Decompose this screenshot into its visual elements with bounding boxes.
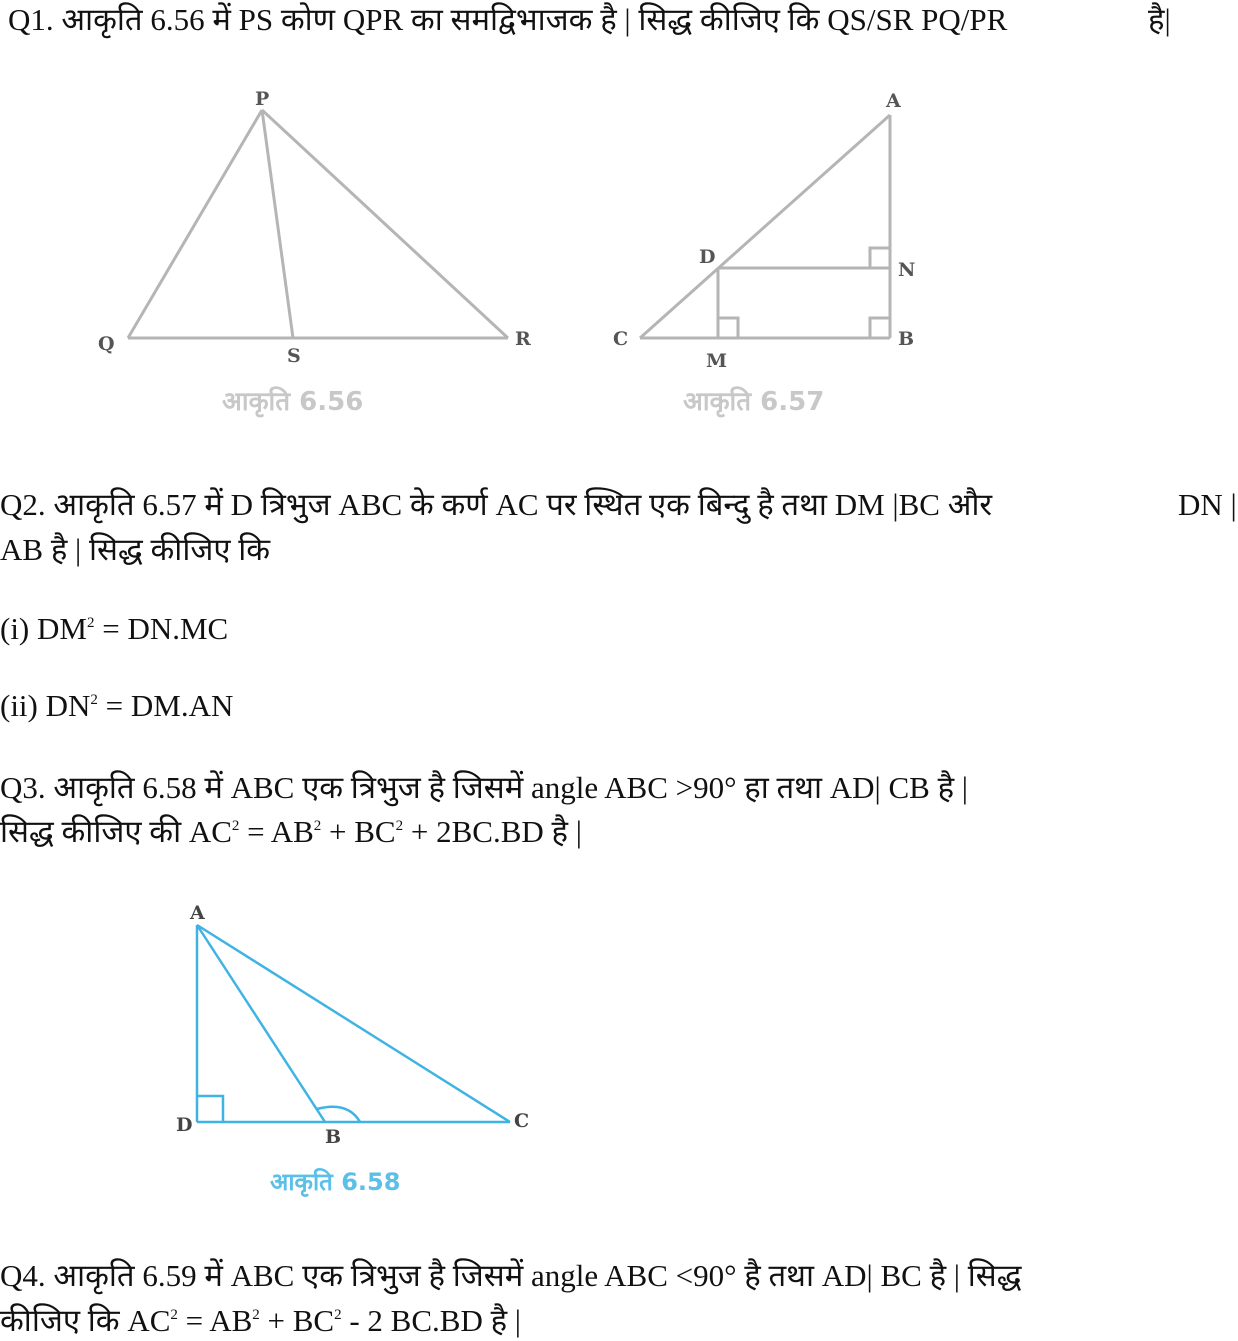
q4-sup-1: 2 bbox=[170, 1307, 178, 1323]
q3-sup-2: 2 bbox=[313, 818, 322, 834]
question-4-line-1: Q4. आकृति 6.59 में ABC एक त्रिभुज है जिसमें angle ABC <90° है तथा AD| BC है | सिद्ध bbox=[0, 1258, 1022, 1293]
question-2-part-i bbox=[0, 611, 228, 647]
label-c: C bbox=[613, 328, 629, 350]
figure-6-57-caption: आकृति 6.57 bbox=[683, 387, 825, 417]
part-ii-sup: 2 bbox=[90, 692, 98, 708]
figure-6-58 bbox=[170, 895, 550, 1205]
question-2-line-1: Q2. आकृति 6.57 में D त्रिभुज ABC के कर्ण AC पर स्थित एक बिन्दु है तथा DM |BC और bbox=[0, 487, 993, 522]
q3-line-2-d: + 2BC.BD है | bbox=[403, 814, 582, 849]
label-q: Q bbox=[98, 333, 115, 355]
right-angle-m bbox=[718, 318, 738, 338]
label-r: R bbox=[515, 328, 531, 350]
q4-sup-2: 2 bbox=[252, 1307, 260, 1323]
question-3-line-1: Q3. आकृति 6.58 में ABC एक त्रिभुज है जिसमें angle ABC >90° हा तथा AD| CB है | bbox=[0, 770, 969, 805]
right-angle-n bbox=[870, 248, 890, 268]
question-2-part-ii bbox=[0, 688, 233, 724]
hypotenuse-ac bbox=[640, 115, 890, 338]
label-a: A bbox=[190, 902, 205, 924]
part-ii-suffix: = DM.AN bbox=[97, 688, 234, 723]
label-s: S bbox=[287, 345, 301, 367]
figure-6-58-caption: आकृति 6.58 bbox=[270, 1168, 401, 1196]
part-i-sup: 2 bbox=[86, 615, 95, 631]
question-2-line-2: AB है | सिद्ध कीजिए कि bbox=[0, 532, 271, 567]
segment-pq bbox=[128, 110, 262, 338]
question-2-line-1-tail: DN | bbox=[1178, 487, 1237, 522]
label-c: C bbox=[514, 1110, 530, 1132]
q3-line-2-a: सिद्ध कीजिए की AC bbox=[0, 814, 232, 849]
label-n: N bbox=[898, 259, 916, 281]
label-d: D bbox=[699, 246, 716, 268]
right-angle-b bbox=[870, 318, 890, 338]
figure-6-56-caption: आकृति 6.56 bbox=[222, 387, 364, 417]
q4-sup-3: 2 bbox=[334, 1307, 342, 1323]
q3-line-2-c: + BC bbox=[321, 814, 396, 849]
label-b: B bbox=[898, 328, 915, 350]
segment-pr bbox=[262, 110, 508, 338]
figure-6-56 bbox=[90, 80, 560, 425]
segment-ab bbox=[197, 925, 325, 1122]
part-i-suffix: = DN.MC bbox=[94, 611, 229, 646]
question-4-line-2 bbox=[0, 1303, 521, 1339]
q4-line-2-c: + BC bbox=[259, 1303, 335, 1338]
q4-line-2-b: = AB bbox=[177, 1303, 253, 1338]
part-i-prefix: (i) DM bbox=[0, 611, 87, 646]
question-1-tail: है| bbox=[1148, 2, 1171, 37]
part-ii-prefix: (ii) DN bbox=[0, 688, 91, 723]
segment-ac bbox=[197, 925, 510, 1122]
q3-sup-3: 2 bbox=[395, 818, 404, 834]
q3-sup-1: 2 bbox=[231, 818, 240, 834]
question-3-line-2 bbox=[0, 814, 582, 850]
q4-line-2-a: कीजिए कि AC bbox=[0, 1303, 171, 1338]
label-b: B bbox=[325, 1126, 342, 1148]
label-d: D bbox=[176, 1114, 193, 1136]
figure-6-57 bbox=[605, 80, 935, 425]
q3-line-2-b: = AB bbox=[239, 814, 314, 849]
bisector-ps bbox=[262, 110, 293, 338]
label-m: M bbox=[706, 350, 728, 372]
right-angle-d bbox=[197, 1096, 223, 1122]
label-a: A bbox=[886, 90, 901, 112]
label-p: P bbox=[255, 88, 270, 110]
q4-line-2-d: - 2 BC.BD है | bbox=[341, 1303, 522, 1338]
question-1-text: Q1. आकृति 6.56 में PS कोण QPR का समद्विभाजक है | सिद्ध कीजिए कि QS/SR PQ/PR bbox=[8, 2, 1008, 37]
